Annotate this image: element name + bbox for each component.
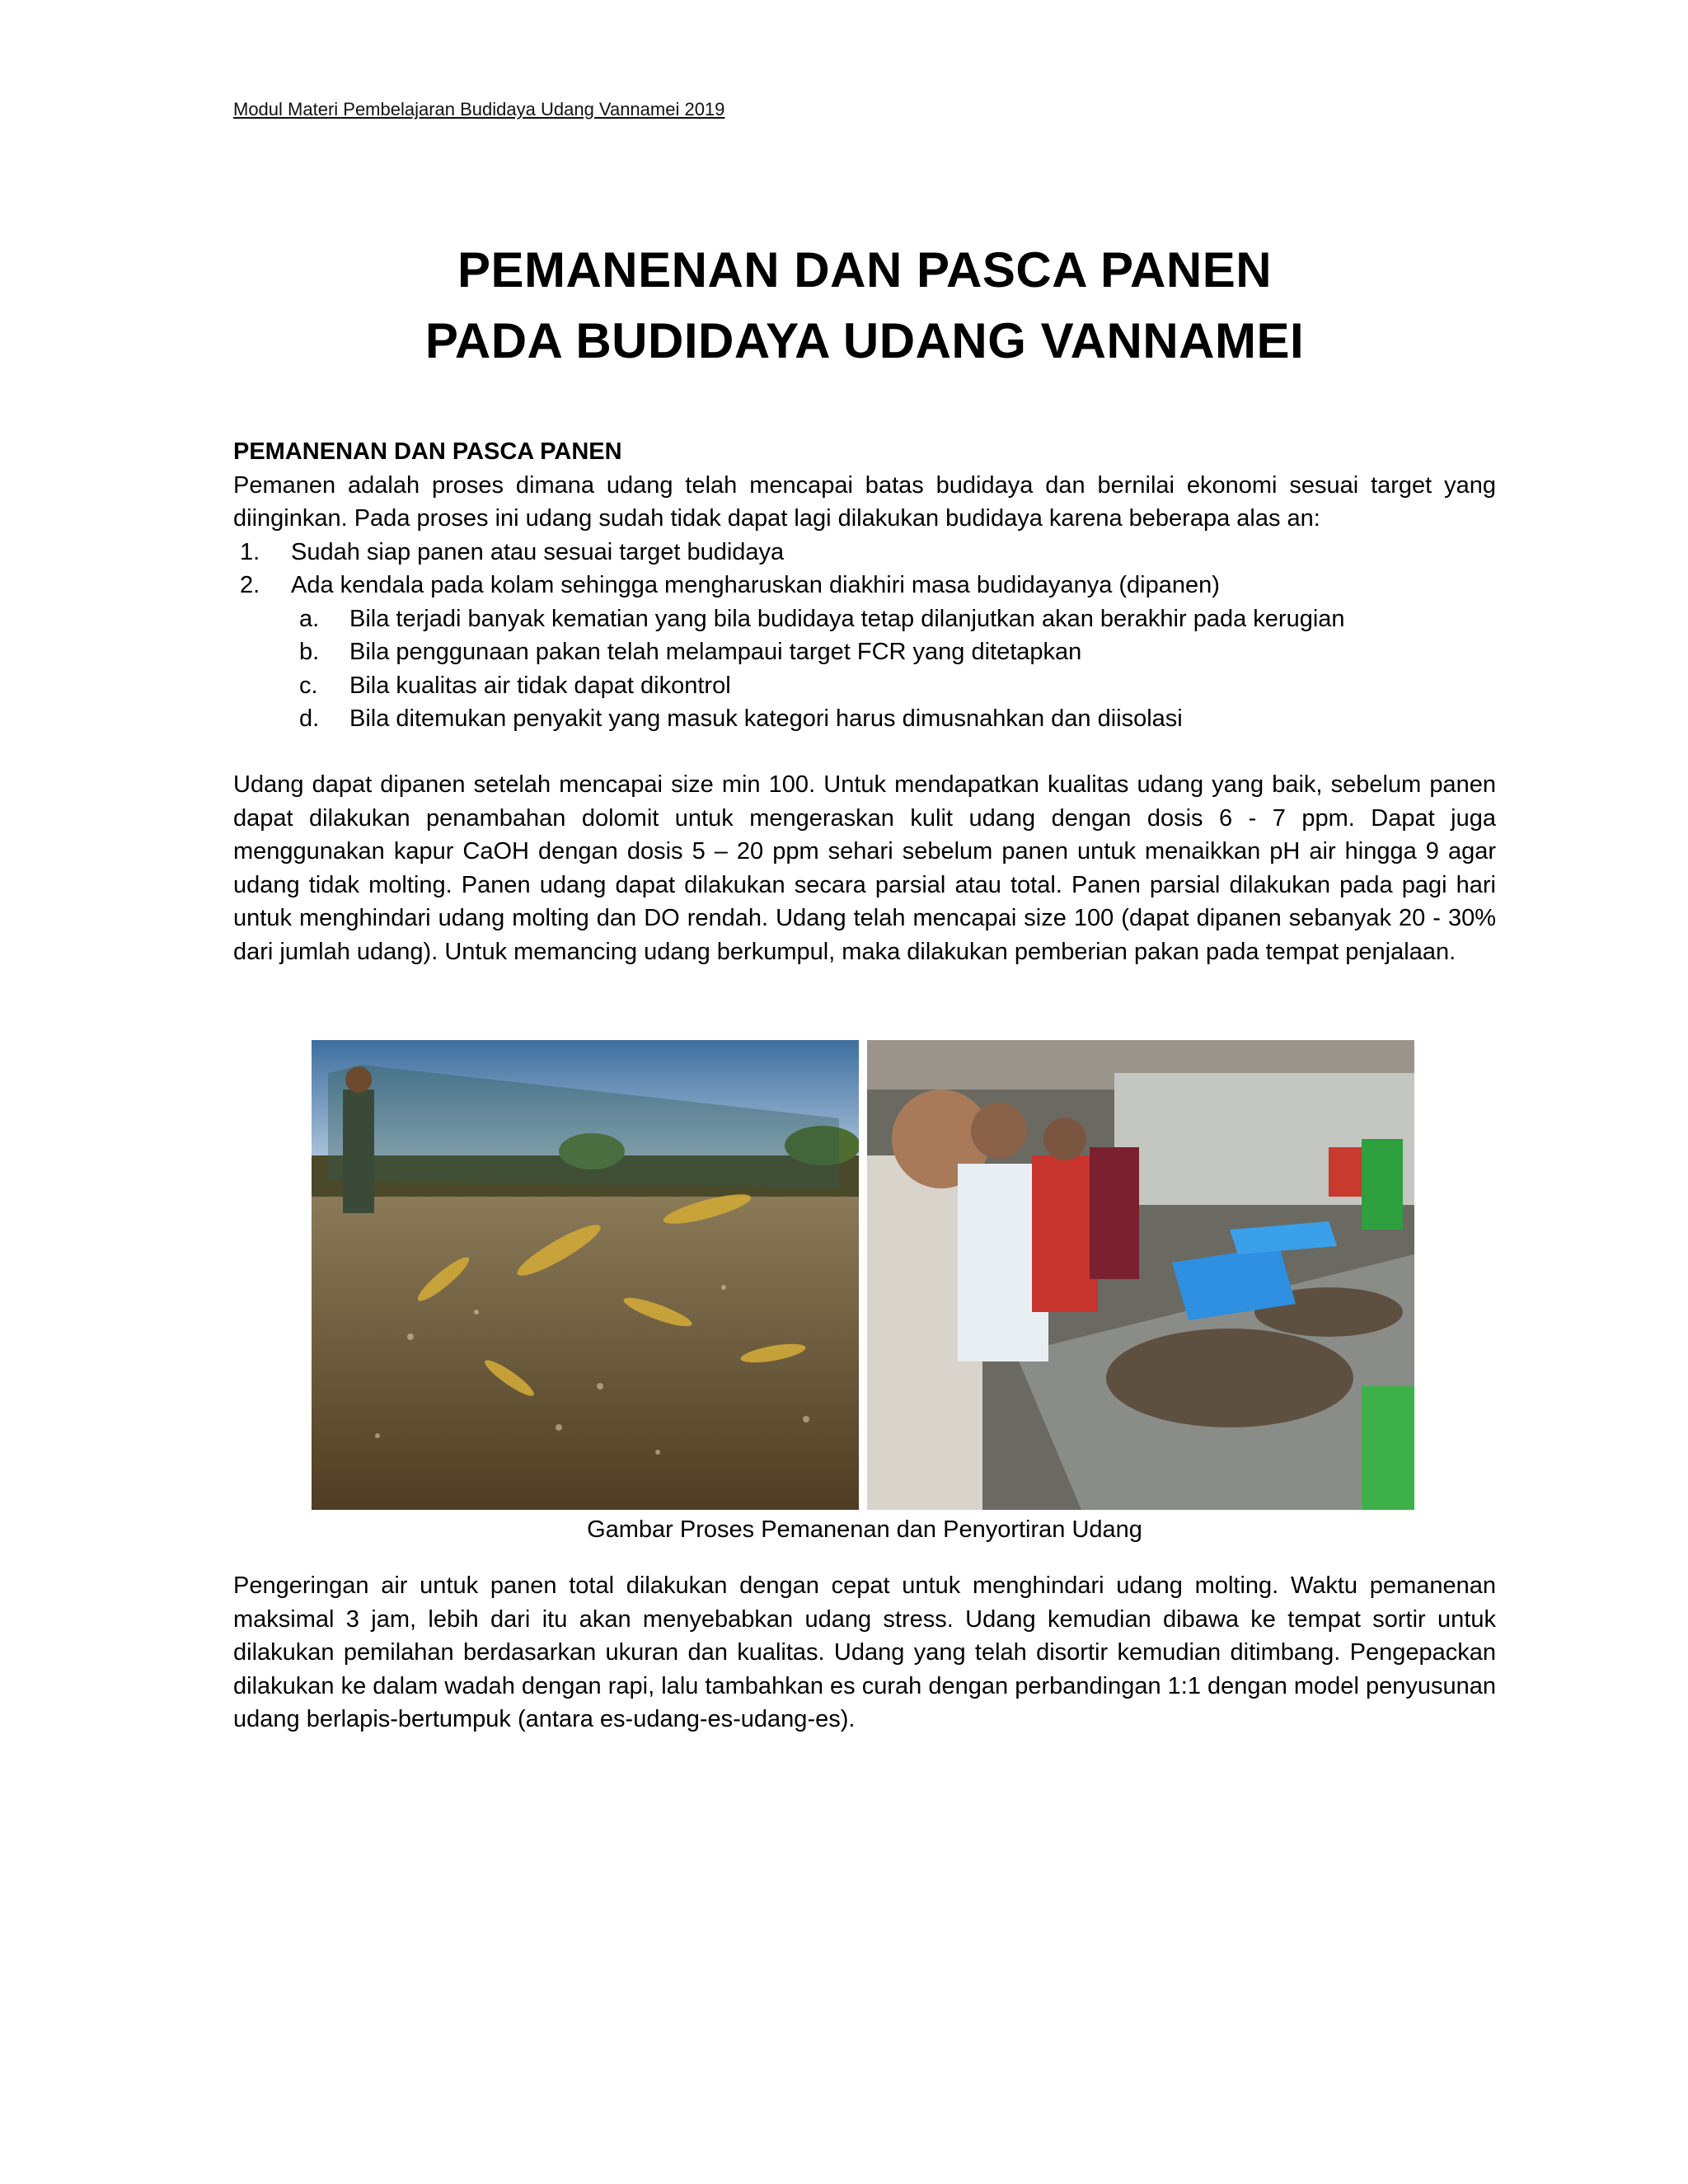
title-line-2: PADA BUDIDAYA UDANG VANNAMEI [424, 313, 1305, 368]
intro-paragraph: Pemanen adalah proses dimana udang telah mencapai batas budidaya dan bernilai ekonomi sesuai target yang diinginkan. Pada proses ini udang sudah tidak dapat lagi dilakukan budidaya karena beberapa alas an: [233, 471, 1496, 532]
running-header: Modul Materi Pembelajaran Budidaya Udang Vannamei 2019 [233, 99, 725, 120]
document-title [233, 235, 1496, 377]
photo-pond-harvest [312, 1040, 859, 1510]
sublist-letter: b. [299, 639, 320, 665]
sublist-letter: a. [299, 605, 320, 632]
photo-shrimp-sorting [867, 1040, 1414, 1510]
list-item [233, 569, 1496, 602]
sublist-item [233, 702, 1496, 736]
sublist-text: Bila terjadi banyak kematian yang bila budidaya tetap dilanjutkan akan berakhir pada kerugian [349, 605, 1345, 632]
list-text: Ada kendala pada kolam sehingga mengharuskan diakhiri masa budidayanya (dipanen) [291, 572, 1220, 598]
sublist-item [233, 602, 1496, 636]
sublist-letter: d. [299, 705, 320, 732]
list-item [233, 536, 1496, 569]
paragraph-total-harvest: Pengeringan air untuk panen total dilakukan dengan cepat untuk menghindari udang molting. Waktu pemanenan maksimal 3 jam, lebih dari itu akan menyebabkan udang stress. Udang kemudian dibawa ke tempat sortir untuk dilakukan pemilahan berdasarkan ukuran dan kualitas. Udang yang telah disortir kemudian ditimbang. Pengepackan dilakukan ke dalam wadah dengan rapi, lalu tambahkan es curah dengan perbandingan 1:1 dengan model penyusunan udang berlapis-bertumpuk (antara es-udang-es-udang-es). [233, 1572, 1496, 1732]
sublist-letter: c. [299, 672, 318, 699]
sublist-text: Bila kualitas air tidak dapat dikontrol [349, 672, 731, 699]
section-heading: PEMANENAN DAN PASCA PANEN [233, 438, 622, 465]
figure-caption: Gambar Proses Pemanenan dan Penyortiran Udang [587, 1516, 1142, 1543]
list-text: Sudah siap panen atau sesuai target budidaya [291, 538, 785, 565]
sublist-item [233, 669, 1496, 703]
figure-harvest-sorting [312, 1040, 1414, 1510]
sublist-item [233, 635, 1496, 669]
section-block [233, 435, 1496, 736]
title-line-1: PEMANENAN DAN PASCA PANEN [457, 242, 1273, 298]
list-number: 1. [240, 538, 260, 565]
sublist-text: Bila penggunaan pakan telah melampaui target FCR yang ditetapkan [349, 639, 1082, 665]
sublist-text: Bila ditemukan penyakit yang masuk kategori harus dimusnahkan dan diisolasi [349, 705, 1183, 732]
paragraph-harvest-prep: Udang dapat dipanen setelah mencapai size min 100. Untuk mendapatkan kualitas udang yang baik, sebelum panen dapat dilakukan penambahan dolomit untuk mengeraskan kulit udang dengan dosis 6 - 7 ppm. Dapat juga menggunakan kapur CaOH dengan dosis 5 – 20 ppm sehari sebelum panen untuk menaikkan pH air hingga 9 agar udang tidak molting. Panen udang dapat dilakukan secara parsial atau total. Panen parsial dilakukan pada pagi hari untuk menghindari udang molting dan DO rendah. Udang telah mencapai size 100 (dapat dipanen sebanyak 20 - 30% dari jumlah udang). Untuk memancing udang berkumpul, maka dilakukan pemberian pakan pada tempat penjalaan. [233, 771, 1496, 965]
list-number: 2. [240, 572, 260, 598]
